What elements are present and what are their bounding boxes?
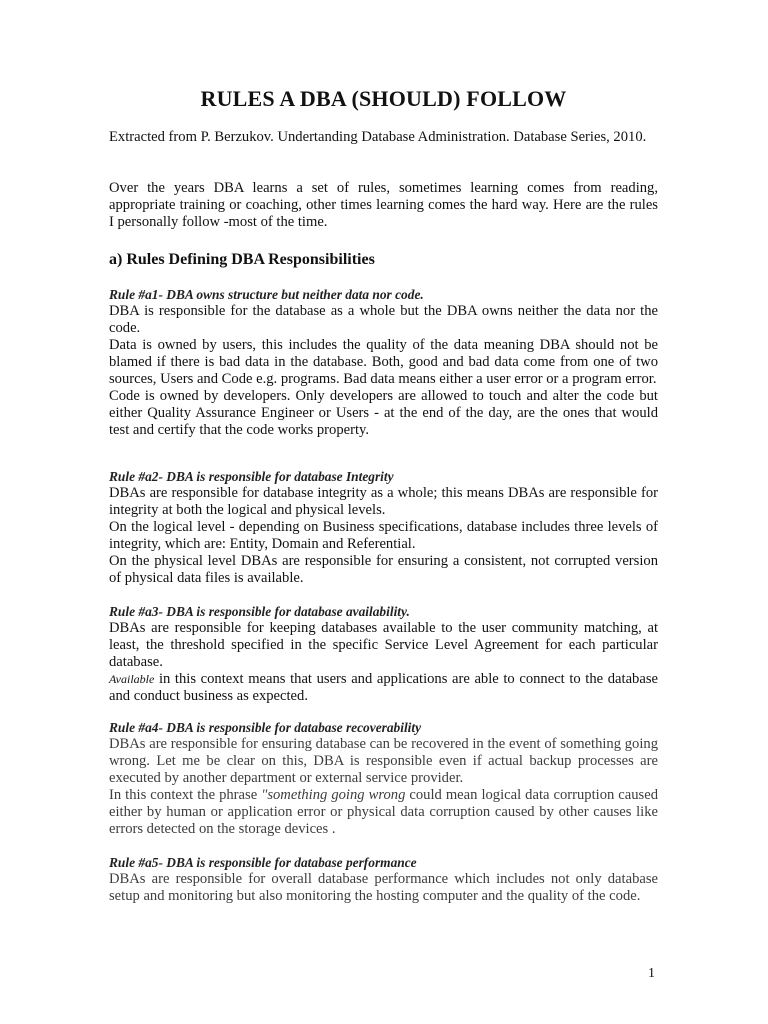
rule-title: Rule #a2- DBA is responsible for database Integrity (109, 469, 394, 484)
rule-paragraph: On the physical level DBAs are responsible for ensuring a consistent, not corrupted version of physical data files is available. (109, 553, 658, 586)
quoted-phrase: "something going wrong (261, 787, 406, 803)
context-prefix: In this context the phrase (109, 787, 262, 803)
rule-paragraph-available (109, 671, 658, 705)
rule-title: Rule #a3- DBA is responsible for database availability. (109, 604, 410, 619)
rule-paragraph: DBAs are responsible for keeping databases available to the user community matching, at least, the threshold specified in the specific Service Level Agreement for each particular database. (109, 620, 658, 670)
rule-a2 (109, 468, 658, 587)
rule-paragraph: DBAs are responsible for overall database performance which includes not only database setup and monitoring but also monitoring the hosting computer and the quality of the code. (109, 871, 658, 904)
rule-a1 (109, 286, 658, 439)
rule-paragraph: Data is owned by users, this includes the quality of the data meaning DBA should not be blamed if there is bad data in the database. Both, good and bad data come from one of two sources, Users and Code e.g. programs. Bad data means either a user error or a program error. (109, 337, 658, 387)
rule-paragraph: Code is owned by developers. Only developers are allowed to touch and alter the code but either Quality Assurance Engineer or Users - at the end of the day, are the ones that would test and certify that the code works property. (109, 388, 658, 438)
section-heading: a) Rules Defining DBA Responsibilities (109, 251, 375, 268)
source-citation: Extracted from P. Berzukov. Undertanding Database Administration. Database Series, 2010. (109, 129, 647, 145)
rule-body (109, 620, 658, 705)
rule-paragraph-context (109, 787, 658, 838)
rule-title: Rule #a1- DBA owns structure but neither data nor code. (109, 287, 424, 302)
document-title: RULES A DBA (SHOULD) FOLLOW (200, 86, 567, 111)
rule-paragraph: DBAs are responsible for ensuring database can be recovered in the event of something going wrong. Let me be clear on this, DBA is responsible even if actual backup processes are executed by another department or external service provider. (109, 736, 658, 786)
rule-a3 (109, 603, 658, 705)
rule-a4 (109, 719, 658, 838)
rule-body (109, 736, 658, 838)
rule-a5 (109, 854, 658, 905)
intro-paragraph: Over the years DBA learns a set of rules, sometimes learning comes from reading, appropriate training or coaching, other times learning comes the hard way. Here are the rules I personally follow -most of the time. (109, 180, 658, 230)
rule-paragraph: DBA is responsible for the database as a whole but the DBA owns neither the data nor the code. (109, 303, 658, 336)
rule-body (109, 871, 658, 905)
available-term: Available (109, 672, 155, 686)
rule-title: Rule #a5- DBA is responsible for database performance (109, 855, 417, 870)
page-number: 1 (648, 966, 655, 981)
rule-body (109, 485, 658, 587)
rule-paragraph: On the logical level - depending on Business specifications, database includes three levels of integrity, which are: Entity, Domain and Referential. (109, 519, 658, 552)
rule-body (109, 303, 658, 439)
rule-title: Rule #a4- DBA is responsible for database recoverability (109, 720, 422, 735)
available-definition: in this context means that users and applications are able to connect to the database and conduct business as expected. (109, 671, 658, 704)
document-page (109, 0, 658, 1024)
rule-paragraph: DBAs are responsible for database integrity as a whole; this means DBAs are responsible for integrity at both the logical and physical levels. (109, 485, 658, 518)
context-suffix: could mean logical data corruption caused either by human or application error or physical data corruption caused by other causes like errors detected on the storage devices . (109, 787, 659, 837)
